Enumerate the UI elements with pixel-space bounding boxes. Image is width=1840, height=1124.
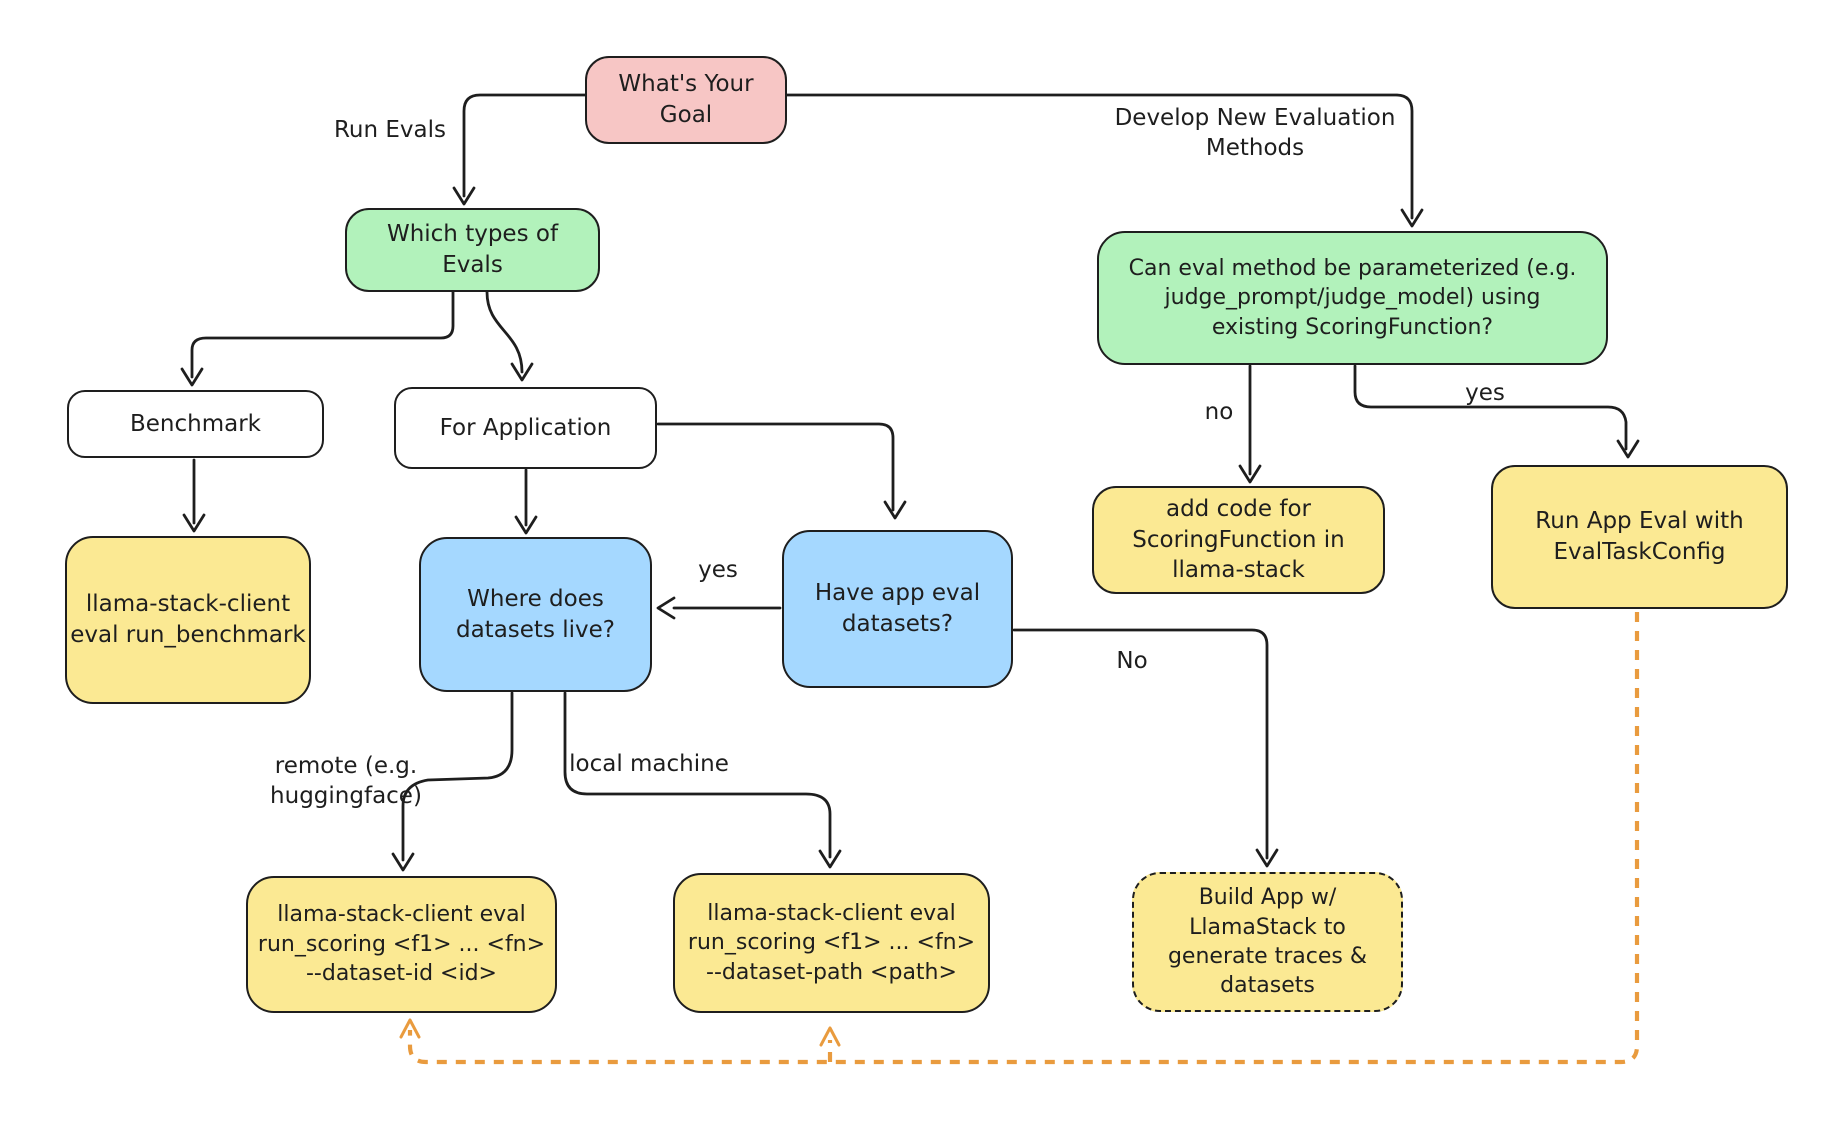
label-no-parameterized: no — [1204, 399, 1234, 425]
node-label-line: existing ScoringFunction? — [1211, 314, 1494, 340]
arrowhead-where-datasets-yes — [658, 598, 674, 618]
label-develop-new-methods: Develop New Evaluation Methods — [1114, 105, 1396, 161]
node-add-code-scoringfunction — [1092, 486, 1385, 594]
node-label-line: Where does — [467, 585, 604, 612]
label-local-machine: local machine — [569, 751, 729, 777]
node-label-line: datasets? — [841, 611, 954, 637]
node-label-line: run_scoring <f1> ... <fn> — [257, 931, 546, 957]
arrow-which-types-to-benchmark — [192, 292, 453, 377]
node-label-line: Have app eval — [814, 580, 981, 607]
node-label-line: LlamaStack to — [1189, 914, 1346, 940]
node-run-app-eval — [1491, 465, 1788, 609]
node-label-line: llama-stack-client eval — [277, 902, 526, 928]
node-label-line: datasets live? — [455, 616, 615, 643]
node-have-app-eval-datasets — [782, 530, 1013, 688]
label-run-evals: Run Evals — [333, 117, 447, 143]
node-label-line: judge_prompt/judge_model) using — [1164, 285, 1541, 311]
arrowhead-run-app-eval — [1618, 441, 1638, 457]
node-run-benchmark-command — [65, 536, 311, 704]
node-label-line: Run App Eval with — [1535, 508, 1744, 535]
node-label-line: What's Your — [618, 71, 754, 98]
arrow-which-types-to-for-application — [487, 292, 522, 372]
node-label-line: eval run_benchmark — [70, 622, 306, 648]
node-label-line: add code for — [1165, 495, 1311, 522]
node-where-does-datasets-live — [419, 537, 652, 692]
node-label-line: Goal — [659, 102, 713, 128]
node-label-line: EvalTaskConfig — [1553, 539, 1726, 565]
node-label-line: Build App w/ — [1198, 885, 1337, 911]
node-benchmark — [67, 390, 324, 458]
label-yes-have-datasets: yes — [698, 557, 738, 583]
label-yes-parameterized: yes — [1465, 380, 1505, 406]
node-can-eval-method-parameterized — [1097, 231, 1608, 365]
arrow-for-application-to-have-app-eval — [658, 424, 893, 510]
node-for-application — [394, 387, 657, 469]
node-label-line: llama-stack-client — [85, 591, 291, 618]
label-no-have-datasets: No — [1116, 648, 1148, 674]
node-label-line: For Application — [439, 414, 612, 441]
node-label-line: Evals — [442, 252, 503, 278]
node-label-line: datasets — [1220, 973, 1315, 999]
node-label-line: --dataset-id <id> — [305, 961, 497, 987]
node-run-scoring-dataset-path-command — [673, 873, 990, 1013]
node-label-line: --dataset-path <path> — [706, 959, 957, 985]
node-label-line: llama-stack — [1172, 557, 1305, 584]
node-label-line: Can eval method be parameterized (e.g. — [1128, 255, 1577, 281]
node-label-line: llama-stack-client eval — [707, 900, 956, 926]
node-label-line: generate traces & — [1167, 944, 1368, 969]
label-remote-datasets: remote (e.g. huggingface) — [270, 753, 422, 809]
node-label-line: Which types of — [386, 221, 559, 248]
node-which-types-of-evals — [345, 208, 600, 292]
node-whats-your-goal — [585, 56, 787, 144]
node-label-line: run_scoring <f1> ... <fn> — [687, 930, 976, 956]
node-label-line: Benchmark — [129, 410, 261, 437]
node-build-app-llamastack — [1132, 872, 1403, 1012]
node-label-line: ScoringFunction in — [1132, 526, 1345, 553]
arrowhead-have-app-eval — [885, 502, 905, 518]
node-run-scoring-dataset-id-command — [246, 876, 557, 1013]
